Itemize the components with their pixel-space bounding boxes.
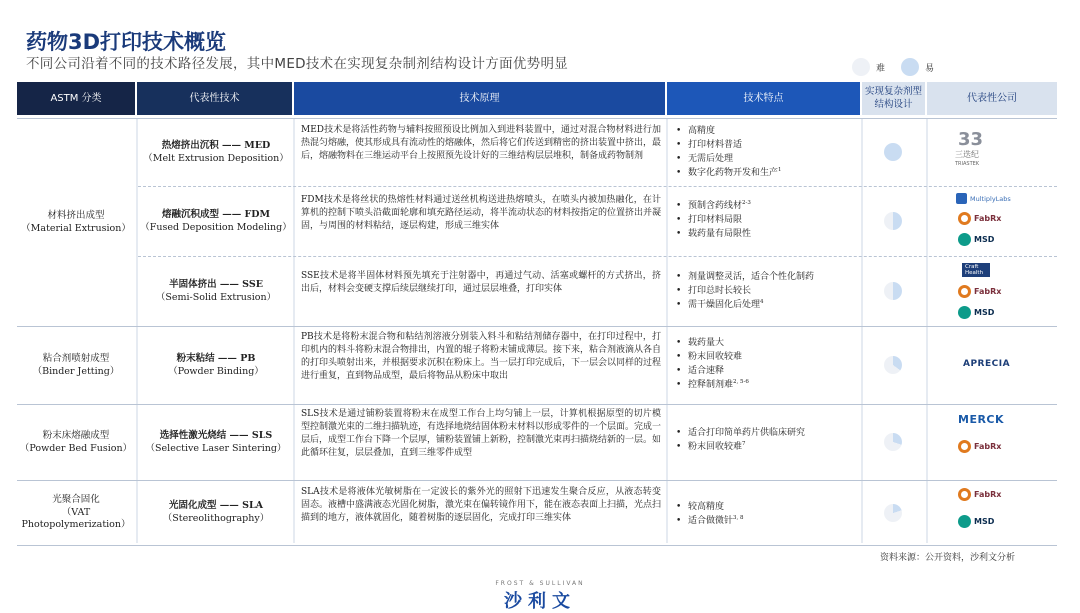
row-divider bbox=[138, 256, 1057, 257]
category-en: （Material Extrusion） bbox=[21, 222, 131, 234]
header-astm: ASTM 分类 bbox=[17, 82, 137, 115]
category-binder-jetting bbox=[17, 328, 135, 403]
company-logo-msd bbox=[958, 306, 994, 319]
principle-fdm: FDM技术是将丝状的热熔性材料通过送丝机构送进热熔喷头，在喷头内被加热融化，在计算机的控制下喷头沿截面轮廓和填充路径运动，将半流动状态的材料按指定的位置挤出并凝固，与周围的材料粘结，逐层构建，形成三维实体 bbox=[301, 195, 662, 232]
company-name: MultiplyLabs bbox=[970, 194, 1011, 203]
source-note: 资料来源：公开资料，沙利文分析 bbox=[880, 553, 1016, 563]
feature-item: • 需干燥固化后处理$^4$ bbox=[676, 299, 860, 312]
row-divider bbox=[17, 545, 1057, 546]
feature-item: • 剂量调整灵活，适合个性化制药 bbox=[676, 271, 860, 284]
tech-cn: 选择性激光烧结 —— SLS bbox=[159, 429, 273, 441]
tech-cn: 熔融沉积成型 —— FDM bbox=[161, 208, 271, 220]
complexity-pie bbox=[884, 143, 902, 161]
company-logo-fabrx bbox=[958, 285, 1001, 298]
multiplylabs-icon bbox=[956, 193, 967, 204]
company-name-en: TRIASTEK bbox=[955, 161, 980, 167]
legend-hard-label: 难 bbox=[876, 63, 886, 74]
tech-en: （Semi-Solid Extrusion） bbox=[155, 291, 277, 303]
fabrx-icon bbox=[958, 285, 971, 298]
tech-en: （Fused Deposition Modeling） bbox=[140, 221, 292, 233]
category-vat-photopolymerization bbox=[17, 482, 135, 544]
row-divider bbox=[138, 186, 1057, 187]
header-companies: 代表性公司 bbox=[927, 82, 1057, 115]
tech-med bbox=[140, 120, 292, 185]
features-fdm bbox=[672, 199, 860, 242]
category-en: （VAT Photopolymerization） bbox=[21, 506, 131, 531]
tech-cn: 粉末粘结 —— PB bbox=[176, 352, 256, 364]
company-name: FabRx bbox=[974, 442, 1002, 451]
fabrx-icon bbox=[958, 488, 971, 501]
complexity-pie bbox=[884, 504, 902, 522]
company-logo-multiplylabs bbox=[956, 193, 1011, 204]
company-logo-fabrx bbox=[958, 488, 1001, 501]
principle-sla: SLA技术是将液体光敏树脂在一定波长的紫外光的照射下迅速发生聚合反应，从液态转变固态。液槽中盛满液态光固化树脂，激光束在偏转镜作用下，能在液态表面上扫描，光点扫描到的地方，液体就固化，随着树脂的逐层固化，完成打印三维实体 bbox=[301, 487, 662, 524]
technology-table bbox=[17, 82, 1057, 115]
company-logo-merck bbox=[958, 413, 1004, 426]
feature-item: • 预制含药线材$^{2-3}$ bbox=[676, 200, 860, 213]
category-cn: 粘合剂喷射成型 bbox=[42, 352, 110, 364]
complexity-pie bbox=[884, 356, 902, 374]
legend-easy-label: 易 bbox=[925, 63, 935, 74]
features-med bbox=[672, 124, 860, 181]
header-tech: 代表性技术 bbox=[137, 82, 294, 115]
feature-item: • 高精度 bbox=[676, 125, 860, 138]
principle-sse: SSE技术是将半固体材料预先填充于注射器中，再通过气动、活塞或螺杆的方式挤出，挤出后，材料会变硬支撑后续层继续打印，通过层层堆叠，打印实体 bbox=[301, 271, 661, 295]
tech-sla bbox=[140, 482, 292, 544]
page-title: 药物3D打印技术概览 bbox=[26, 30, 227, 54]
footer-firm: FROST & SULLIVAN bbox=[495, 580, 585, 587]
row-divider bbox=[17, 118, 1057, 119]
company-name: MSD bbox=[974, 517, 995, 526]
fabrx-icon bbox=[958, 212, 971, 225]
tech-en: （Powder Binding） bbox=[168, 365, 264, 377]
category-material-extrusion bbox=[17, 120, 135, 325]
feature-item: • 粉末回收较难$^7$ bbox=[676, 441, 860, 454]
tech-cn: 半固体挤出 —— SSE bbox=[169, 278, 263, 290]
msd-icon bbox=[958, 515, 971, 528]
msd-icon bbox=[958, 233, 971, 246]
features-sse bbox=[672, 270, 860, 313]
complexity-pie bbox=[884, 433, 902, 451]
company-name: FabRx bbox=[974, 214, 1002, 223]
reference-mark: 7 bbox=[742, 441, 746, 448]
reference-mark: 1 bbox=[778, 167, 782, 174]
tech-en: （Selective Laser Sintering） bbox=[145, 442, 287, 454]
row-divider bbox=[17, 480, 1057, 481]
feature-item: • 无需后处理 bbox=[676, 153, 860, 166]
category-cn: 粉末床熔融成型 bbox=[42, 429, 110, 441]
tech-fdm bbox=[140, 188, 292, 255]
footer-brand: 沙利文 bbox=[504, 591, 576, 612]
category-cn: 光聚合固化 bbox=[52, 493, 100, 505]
svg-text:33: 33 bbox=[958, 129, 984, 150]
feature-item: • 较高精度 bbox=[676, 501, 860, 514]
footer bbox=[0, 580, 1080, 613]
company-name: 三迭纪 bbox=[955, 150, 980, 159]
complexity-pie bbox=[884, 282, 902, 300]
company-logo-triastek bbox=[955, 128, 984, 167]
legend-hard-dot bbox=[852, 58, 870, 76]
company-name: Craft Health bbox=[965, 264, 984, 277]
legend-easy-dot bbox=[901, 58, 919, 76]
feature-item: • 载药量大 bbox=[676, 337, 860, 350]
category-en: （Binder Jetting） bbox=[32, 365, 120, 377]
header-complexity: 实现复杂剂型结构设计 bbox=[862, 82, 927, 115]
tech-sls bbox=[140, 406, 292, 479]
reference-mark: 2-3 bbox=[742, 200, 751, 206]
fabrx-icon bbox=[958, 440, 971, 453]
tech-sse bbox=[140, 258, 292, 325]
company-name: MSD bbox=[974, 235, 995, 244]
company-name: APRECIA bbox=[963, 359, 1011, 369]
category-cn: 材料挤出成型 bbox=[47, 209, 105, 221]
row-divider bbox=[17, 326, 1057, 327]
company-logo-aprecia bbox=[963, 359, 1010, 369]
company-name: FabRx bbox=[974, 287, 1002, 296]
principle-sls: SLS技术是通过铺粉装置将粉末在成型工作台上均匀铺上一层，计算机根据原型的切片模型控制激光束的二维扫描轨迹，有选择地烧结固体粉末材料以形成零件的一个层面。完成一层后，成型工作台下降一个层厚，铺粉装置铺上新粉，控制激光束再扫描烧结新的一层。如此循环往复，层层叠加，直到三维零件成型 bbox=[301, 409, 662, 459]
tech-en: （Stereolithography） bbox=[162, 513, 270, 524]
table-header bbox=[17, 82, 1057, 115]
feature-item: • 打印材料普适 bbox=[676, 139, 860, 152]
header-principle: 技术原理 bbox=[294, 82, 667, 115]
triastek-logo-icon bbox=[956, 128, 984, 150]
feature-item: • 适合打印简单药片供临床研究 bbox=[676, 427, 860, 440]
company-name: FabRx bbox=[974, 490, 1002, 499]
difficulty-legend bbox=[852, 58, 944, 76]
reference-mark: 4 bbox=[760, 299, 764, 306]
page-subtitle: 不同公司沿着不同的技术路径发展，其中MED技术在实现复杂制剂结构设计方面优势明显 bbox=[26, 56, 569, 72]
company-logo-fabrx bbox=[958, 212, 1001, 225]
feature-item: • 打印材料局限 bbox=[676, 214, 860, 227]
company-logo-msd bbox=[958, 515, 994, 528]
row-divider bbox=[17, 404, 1057, 405]
feature-item: • 打印总时长较长 bbox=[676, 285, 860, 298]
reference-mark: 2, 5-6 bbox=[733, 379, 749, 386]
tech-pb bbox=[140, 328, 292, 403]
features-sls bbox=[672, 426, 860, 455]
features-sla bbox=[672, 500, 860, 529]
company-logo-crafthealth bbox=[962, 263, 990, 277]
msd-icon bbox=[958, 306, 971, 319]
tech-cn: 光固化成型 —— SLA bbox=[168, 500, 264, 512]
reference-mark: 3, 8 bbox=[733, 515, 744, 522]
feature-item: • 适合做微针$^{3, 8}$ bbox=[676, 515, 860, 528]
feature-item: • 数字化药物开发和生产$^1$ bbox=[676, 167, 860, 180]
feature-item: • 粉末回收较难 bbox=[676, 351, 860, 364]
feature-item: • 适合速释 bbox=[676, 365, 860, 378]
complexity-pie bbox=[884, 212, 902, 230]
company-name: MERCK bbox=[958, 413, 1005, 426]
category-powder-bed-fusion bbox=[17, 406, 135, 479]
category-en: （Powder Bed Fusion） bbox=[19, 442, 133, 454]
feature-item: • 载药量有局限性 bbox=[676, 228, 860, 241]
company-logo-fabrx bbox=[958, 440, 1001, 453]
principle-med: MED技术是将活性药物与辅料按照预设比例加入到进料装置中，通过对混合物材料进行加热混匀熔融，使其形成具有流动性的熔融体，然后将它们传送到精密的挤出装置中挤出，最后，熔融物料在三维运动平台上按照预先设计好的三维结构层层堆积，制备成药物制剂 bbox=[301, 125, 662, 162]
company-name: MSD bbox=[974, 308, 995, 317]
feature-item: • 控释制剂难$^{2, 5-6}$ bbox=[676, 379, 860, 392]
company-logo-msd bbox=[958, 233, 994, 246]
features-pb bbox=[672, 336, 860, 393]
header-features: 技术特点 bbox=[667, 82, 862, 115]
principle-pb: PB技术是将粉末混合物和粘结剂溶液分别装入料斗和粘结剂储存器中，在打印过程中，打印机内的料斗将粉末混合物排出，内置的辊子将粉末铺成薄层。接下来，粘合剂液滴从各自的打印头喷射出来，并根据要求沉积在粉床上。当一层打印完成后，下一层会以同样的过程进行重复，直到物品成型，最后将物品从粉床中取出 bbox=[301, 332, 662, 382]
tech-en: （Melt Extrusion Deposition） bbox=[143, 152, 289, 164]
tech-cn: 热熔挤出沉积 —— MED bbox=[161, 139, 271, 151]
